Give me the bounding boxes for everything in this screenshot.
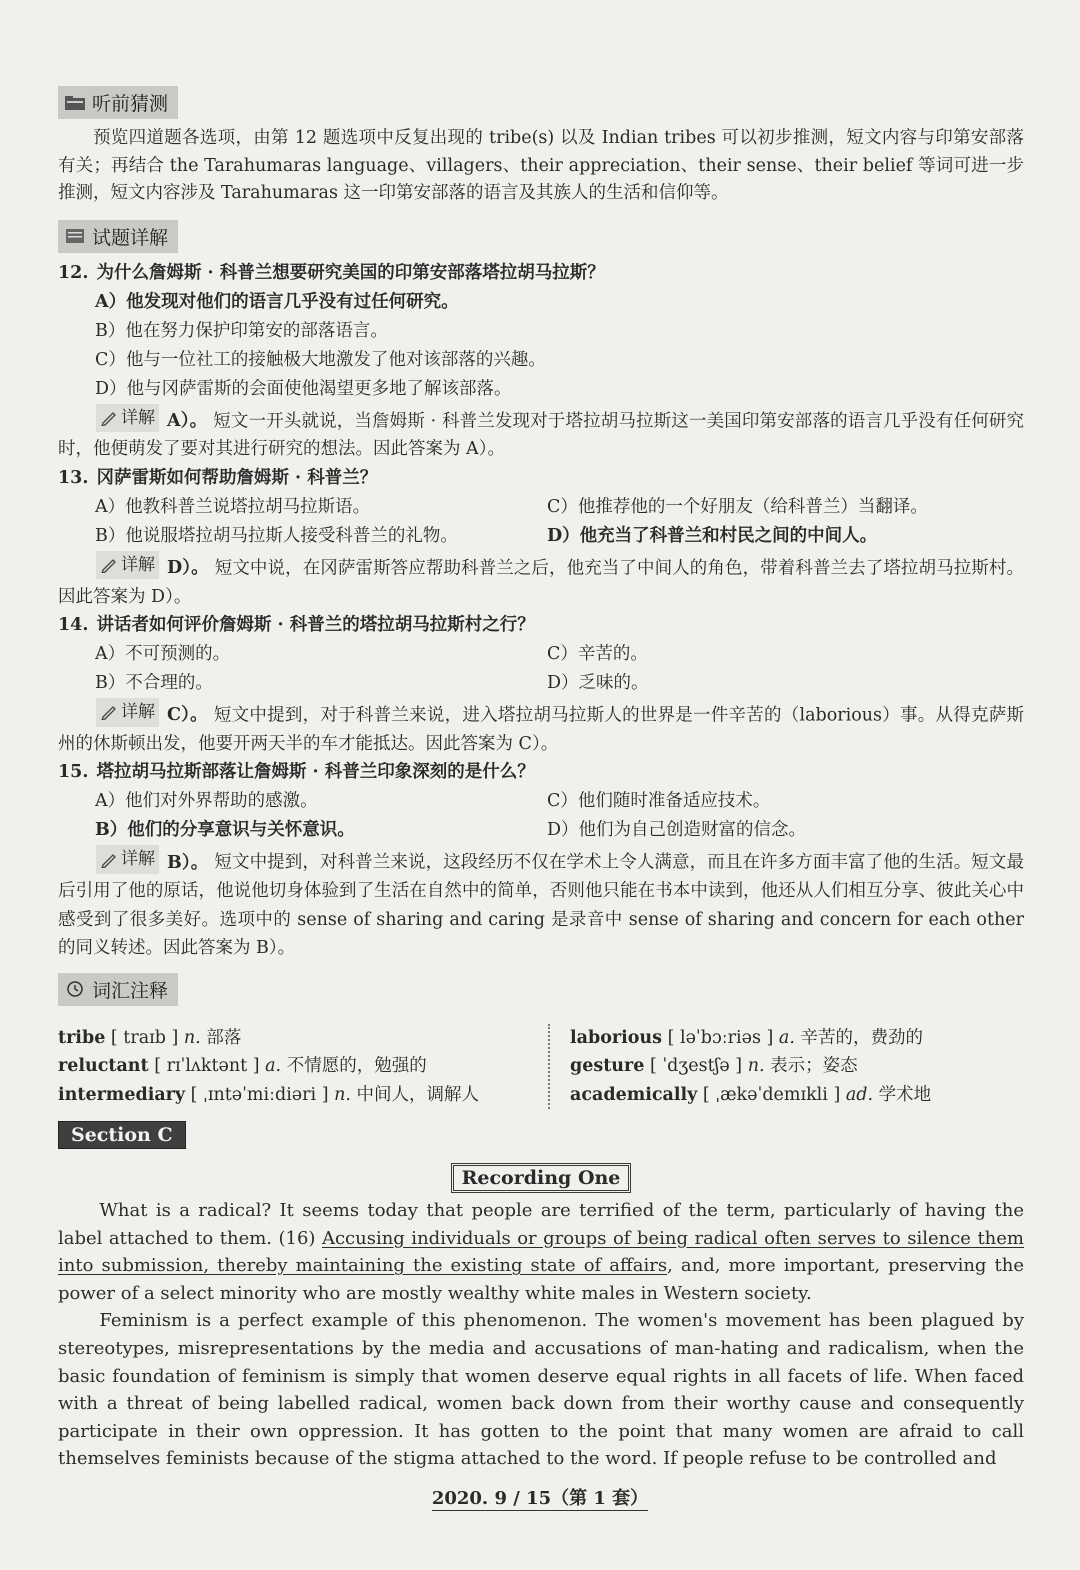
vocab-ipa: [ ləˈbɔːriəs ] <box>667 1027 774 1048</box>
section-title: 试题详解 <box>92 226 169 249</box>
question-number: 15. <box>58 762 89 783</box>
option: C）他与一位社工的接触极大地激发了他对该部落的兴趣。 <box>95 349 546 370</box>
vocab-meaning: 辛苦的，费劲的 <box>800 1027 923 1048</box>
predict-paragraph: 预览四道题各选项，由第 12 题选项中反复出现的 tribe(s) 以及 Indian tribes 可以初步推测，短文内容与印第安部落有关；再结合 the Tarahumaras language、villagers、their appreciation、their sense、their belief 等词可进一步推测，短文内容涉及 Tarahumaras 这一印第安部落的语言及其族人的生活和信仰等。 <box>58 128 1024 203</box>
vocab-entry <box>58 1052 548 1081</box>
explanation-tag <box>96 551 159 580</box>
explanation-tag <box>96 404 159 433</box>
vocab-pos: n. <box>183 1027 201 1048</box>
clock-icon <box>64 981 86 997</box>
question-stem <box>58 758 1024 787</box>
section-c-label: Section C <box>58 1121 186 1149</box>
option-group <box>95 787 1024 845</box>
recording-title-text: Recording One <box>451 1163 632 1193</box>
section-header-predict <box>58 86 178 119</box>
question-block <box>58 758 1024 962</box>
folder-icon <box>64 95 86 111</box>
vocab-ipa: [ traɪb ] <box>110 1027 179 1048</box>
passage-paragraph-2: Feminism is a perfect example of this phenomenon. The women's movement has been plagued by stereotypes, misrepresentations by the media and accusations of man-hating and radicalism, when the basic foundation of feminism is simply that women deserve equal rights in all facets of life. When faced with a threat of being labelled radical, women back down from their worthy cause and consequently participate in their own oppression. It has gotten to the point that many women are afraid to call themselves feminists because of the stigma attached to the word. If people refuse to be controlled and <box>58 1310 1024 1470</box>
vocab-entry <box>570 1024 1024 1053</box>
answer: C）。 <box>167 705 208 726</box>
option: B）他说服塔拉胡马拉斯人接受科普兰的礼物。 <box>95 525 458 546</box>
vocab-column-right <box>548 1024 1024 1110</box>
option: D）他与冈萨雷斯的会面使他渴望更多地了解该部落。 <box>95 378 512 399</box>
vocab-meaning: 部落 <box>206 1027 242 1048</box>
option-group <box>95 493 1024 551</box>
answer: A）。 <box>167 410 208 431</box>
explanation <box>58 698 1024 758</box>
question-number: 14. <box>58 615 89 635</box>
option: A）他们对外界帮助的感激。 <box>95 791 318 812</box>
explanation-text: 短文中提到，对科普兰来说，这段经历不仅在学术上令人满意，而且在许多方面丰富了他的生活。短文最后引用了他的原话，他说他切身体验到了生活在自然中的简单，否则他只能在书本中读到，他还从人们相互分享、彼此关心中感受到了很多美好。选项中的 sense of sharing and caring 是录音中 sense of sharing and concern for each other 的同义转述。因此答案为 B）。 <box>58 852 1024 958</box>
option: C）他推荐他的一个好朋友（给科普兰）当翻译。 <box>547 496 928 517</box>
vocab-entry <box>570 1052 1024 1081</box>
vocab-entry <box>58 1081 548 1110</box>
footer-text: 2020. 9 / 15（第 1 套） <box>431 1488 649 1509</box>
vocab-ipa: [ ˌɪntəˈmiːdiəri ] <box>190 1084 329 1105</box>
option: B）他在努力保护印第安的部落语言。 <box>95 320 388 341</box>
question-list <box>58 259 1024 963</box>
option: D）他们为自己创造财富的信念。 <box>547 820 807 841</box>
option: A）不可预测的。 <box>95 644 231 664</box>
answer: B）。 <box>167 852 209 873</box>
vocab-pos: n. <box>747 1056 765 1076</box>
question-block <box>58 464 1024 611</box>
passage-paragraph-1 <box>58 1197 1024 1307</box>
vocab-entry <box>58 1024 548 1053</box>
explanation <box>58 845 1024 962</box>
answer: D）。 <box>167 558 209 578</box>
explanation-text: 短文中说，在冈萨雷斯答应帮助科普兰之后，他充当了中间人的角色，带着科普兰去了塔拉胡马拉斯村。因此答案为 D）。 <box>58 558 1024 607</box>
option: C）辛苦的。 <box>547 644 648 664</box>
option: B）他们的分享意识与关怀意识。 <box>95 820 355 841</box>
page-footer <box>0 1484 1080 1510</box>
tag-label: 详解 <box>121 407 155 428</box>
vocab-meaning: 不情愿的，勉强的 <box>286 1056 427 1076</box>
vocab-meaning: 表示；姿态 <box>770 1056 858 1076</box>
vocab-word: academically <box>570 1084 698 1105</box>
recording-title <box>58 1163 1024 1193</box>
question-stem <box>58 464 1024 493</box>
tag-label: 详解 <box>121 702 155 722</box>
vocab-word: reluctant <box>58 1056 149 1076</box>
pencil-icon <box>100 557 118 573</box>
option: C）他们随时准备适应技术。 <box>547 791 771 812</box>
question-text: 讲话者如何评价詹姆斯 · 科普兰的塔拉胡马拉斯村之行？ <box>96 615 535 635</box>
option-group <box>95 640 1024 698</box>
section-title: 听前猜测 <box>92 93 169 115</box>
tag-label: 详解 <box>121 849 155 870</box>
section-header-vocab <box>58 973 178 1006</box>
question-text: 为什么詹姆斯 · 科普兰想要研究美国的印第安部落塔拉胡马拉斯？ <box>96 262 605 283</box>
explanation-text: 短文中提到，对于科普兰来说，进入塔拉胡马拉斯人的世界是一件辛苦的（laborious）事。从得克萨斯州的休斯顿出发，他要开两天半的车才能抵达。因此答案为 C）。 <box>58 705 1024 754</box>
question-number: 13. <box>58 467 89 488</box>
vocab-ipa: [ ˌækəˈdemɪkli ] <box>702 1084 841 1105</box>
pencil-icon <box>100 410 118 426</box>
question-text: 冈萨雷斯如何帮助詹姆斯 · 科普兰？ <box>96 467 378 488</box>
document-icon <box>64 228 86 244</box>
vocab-pos: ad. <box>845 1084 874 1105</box>
option: D）乏味的。 <box>547 673 649 693</box>
question-block <box>58 259 1024 464</box>
passage-text: , and, more important, preserving the power of a select minority who are mostly wealthy white males in Western society. <box>58 1255 1024 1304</box>
question-text: 塔拉胡马拉斯部落让詹姆斯 · 科普兰印象深刻的是什么？ <box>96 762 535 783</box>
explanation-tag <box>96 698 159 727</box>
option: A）他教科普兰说塔拉胡马拉斯语。 <box>95 496 371 517</box>
question-stem <box>58 259 1024 288</box>
pencil-icon <box>100 704 118 720</box>
pencil-icon <box>100 852 118 868</box>
underlined-answer: Accusing individuals or groups of being radical often serves to silence them into submission, thereby maintaining the existing state of affairs <box>58 1227 1024 1277</box>
option: A）他发现对他们的语言几乎没有过任何研究。 <box>95 291 459 312</box>
vocab-word: intermediary <box>58 1084 186 1105</box>
vocab-pos: n. <box>334 1084 351 1105</box>
vocab-table <box>58 1024 1024 1110</box>
section-title: 词汇注释 <box>92 979 169 1002</box>
vocab-ipa: [ ˈdʒestʃə ] <box>649 1056 743 1076</box>
question-block <box>58 611 1024 758</box>
vocab-meaning: 中间人，调解人 <box>356 1084 480 1105</box>
vocab-entry <box>570 1081 1024 1110</box>
explanation <box>58 551 1024 611</box>
explanation-tag <box>96 845 159 874</box>
vocab-ipa: [ rɪˈlʌktənt ] <box>154 1056 260 1076</box>
option: B）不合理的。 <box>95 673 213 693</box>
vocab-word: laborious <box>570 1027 663 1048</box>
explanation-text: 短文一开头就说，当詹姆斯 · 科普兰发现对于塔拉胡马拉斯这一美国印第安部落的语言几乎没有任何研究时，他便萌发了要对其进行研究的想法。因此答案为 A）。 <box>58 410 1025 460</box>
tag-label: 详解 <box>121 554 155 575</box>
vocab-pos: a. <box>265 1056 282 1076</box>
question-stem <box>58 611 1024 640</box>
passage-text: What is a radical? It seems today that people are terrified of the term, particularly of having the label attached to them. (16) <box>58 1200 1024 1249</box>
section-header-detail <box>58 220 178 253</box>
explanation <box>58 404 1024 464</box>
vocab-meaning: 学术地 <box>878 1084 932 1105</box>
vocab-column-left <box>58 1024 548 1110</box>
vocab-word: tribe <box>58 1027 106 1048</box>
option-group <box>58 288 1024 404</box>
option: D）他充当了科普兰和村民之间的中间人。 <box>547 525 878 546</box>
vocab-word: gesture <box>570 1056 645 1076</box>
question-number: 12. <box>58 262 89 283</box>
vocab-pos: a. <box>778 1027 795 1048</box>
